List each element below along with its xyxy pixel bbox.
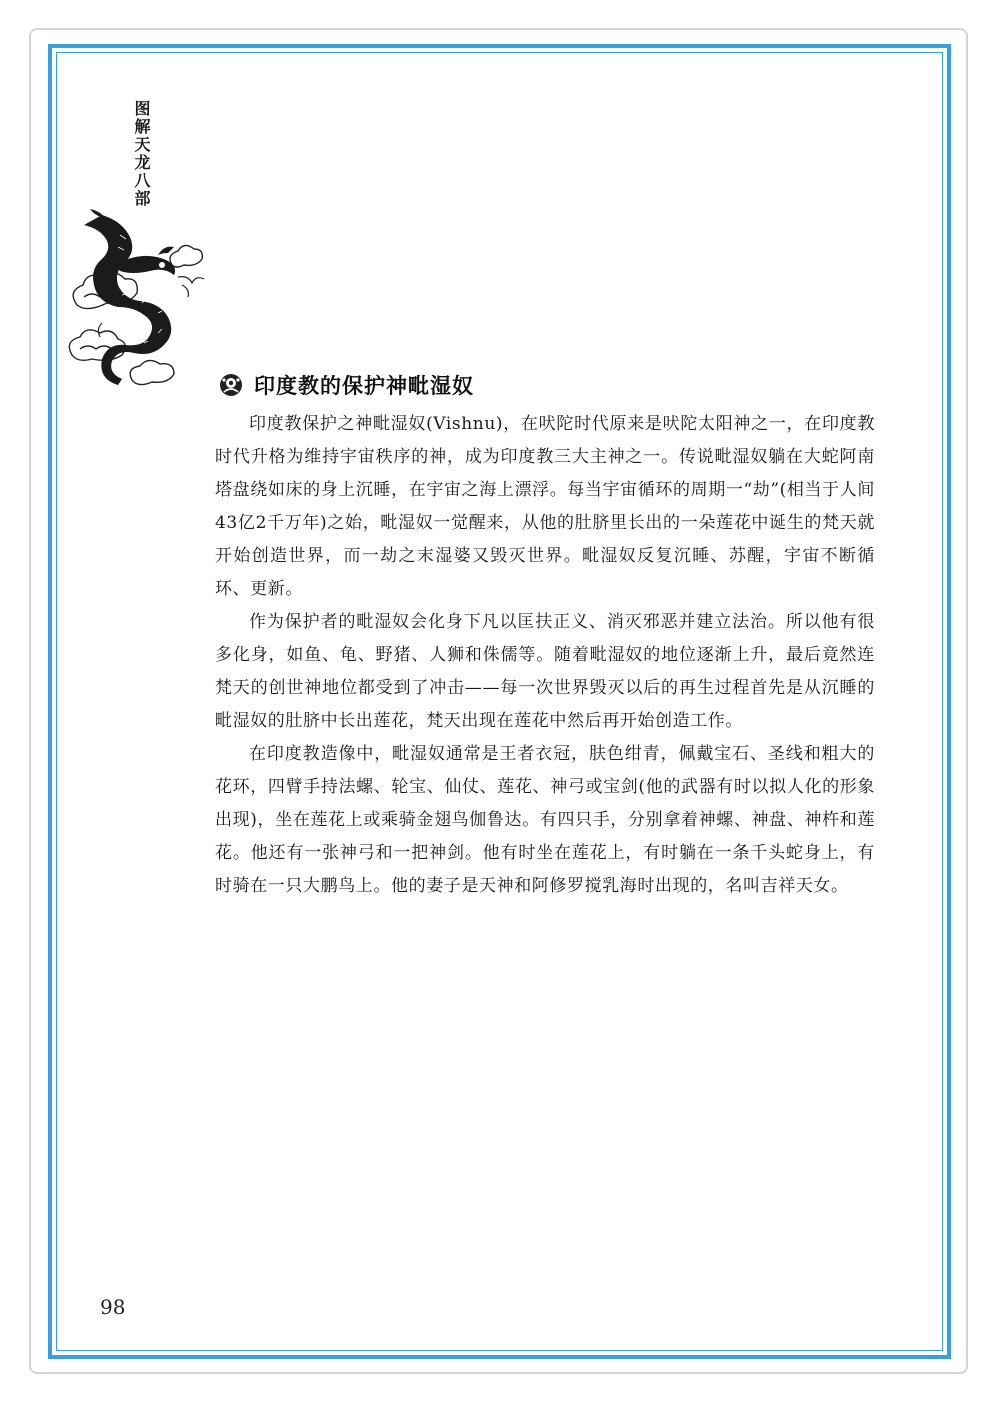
article-body (215, 408, 875, 903)
page-number: 98 (100, 1295, 126, 1319)
section-heading (218, 368, 474, 402)
paragraph: 在印度教造像中，毗湿奴通常是王者衣冠，肤色绀青，佩戴宝石、圣线和粗大的花环，四臂手持法螺、轮宝、仙仗、莲花、神弓或宝剑(他的武器有时以拟人化的形象出现)，坐在莲花上或乘骑金翅鸟伽鲁达。有四只手，分别拿着神螺、神盘、神杵和莲花。他还有一张神弓和一把神剑。他有时坐在莲花上，有时躺在一条千头蛇身上，有时骑在一只大鹏鸟上。他的妻子是天神和阿修罗搅乳海时出现的，名叫吉祥天女。 (215, 744, 875, 896)
ornament-icon (218, 372, 244, 398)
dragon-icon (62, 205, 212, 400)
paragraph: 作为保护者的毗湿奴会化身下凡以匡扶正义、消灭邪恶并建立法治。所以他有很多化身，如鱼、龟、野猪、人狮和侏儒等。随着毗湿奴的地位逐渐上升，最后竟然连梵天的创世神地位都受到了冲击——每一次世界毁灭以后的再生过程首先是从沉睡的毗湿奴的肚脐中长出莲花，梵天出现在莲花中然后再开始创造工作。 (215, 612, 875, 731)
paragraph: 印度教保护之神毗湿奴(Vishnu)，在吠陀时代原来是吠陀太阳神之一，在印度教时代升格为维持宇宙秩序的神，成为印度教三大主神之一。传说毗湿奴躺在大蛇阿南塔盘绕如床的身上沉睡，在宇宙之海上漂浮。每当宇宙循环的周期一“劫”(相当于人间43亿2千万年)之始，毗湿奴一觉醒来，从他的肚脐里长出的一朵莲花中诞生的梵天就开始创造世界，而一劫之末湿婆又毁灭世界。毗湿奴反复沉睡、苏醒，宇宙不断循环、更新。 (215, 414, 875, 599)
section-title: 印度教的保护神毗湿奴 (254, 374, 474, 398)
book-title-vertical: 图解天龙八部 (132, 100, 151, 208)
